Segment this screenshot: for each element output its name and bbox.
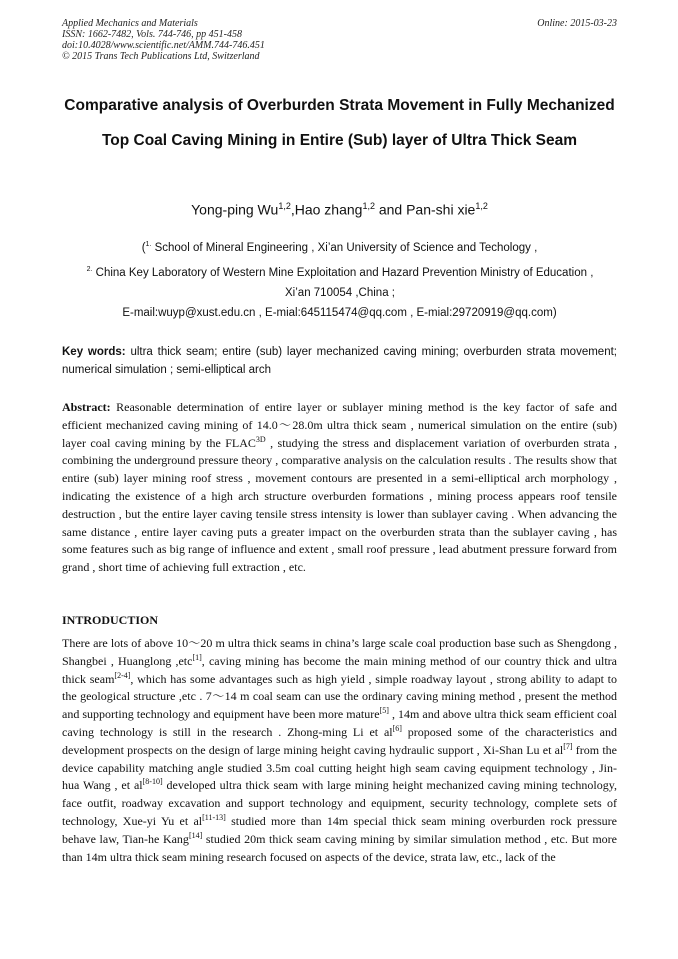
keywords-text: ultra thick seam; entire (sub) layer mechanized caving mining; overburden strata movement; numerical simulation ; semi-elliptical arch: [62, 346, 617, 376]
citation: [5]: [379, 706, 389, 716]
introduction-paragraph: [62, 635, 617, 866]
intro-text: studied 20m thick seam caving mining by similar simulation method , etc. But more than 14m ultra thick seam mining research focused on aspects of the device, strata law, etc., lack of the: [62, 831, 617, 864]
author-2-affil: 1,2: [362, 201, 375, 211]
journal-name: Applied Mechanics and Materials: [62, 18, 198, 29]
author-2: ,Hao zhang: [290, 201, 363, 218]
journal-header: [62, 18, 617, 62]
keywords: [62, 343, 617, 379]
citation: [11-13]: [202, 812, 226, 822]
citation: [1]: [192, 652, 202, 662]
affiliation-1-marker: 1.: [145, 241, 152, 248]
intro-text: developed ultra thick seam with large mining height mechanized caving mining technology, face outfit, roadway excavation and support technology and equipment, security technology, complete sets of technology, Xue-yi Yu et al: [62, 778, 617, 828]
issn-line: ISSN: 1662-7482, Vols. 744-746, pp 451-458: [62, 29, 242, 40]
author-3: and Pan-shi xie: [374, 201, 476, 218]
author-3-affil: 1,2: [475, 201, 488, 211]
intro-text: proposed some of the characteristics and development prospects on the design of large mining height caving hydraulic support , Xi-Shan Lu et al: [62, 724, 617, 757]
citation: [8-10]: [142, 777, 163, 787]
keywords-label: Key words:: [62, 346, 126, 358]
intro-text: , caving mining has become the main mining method of our country thick and ultra thick seam: [62, 653, 617, 686]
paper-title: Comparative analysis of Overburden Strata Movement in Fully Mechanized Top Coal Caving Mining in Entire (Sub) layer of Ultra Thick Seam: [64, 97, 615, 149]
citation: [2-4]: [114, 670, 131, 680]
affiliation-1-text: School of Mineral Engineering , Xi’an University of Science and Techology ,: [151, 241, 538, 254]
abstract-text-1: Reasonable determination of entire layer or sublayer mining method is the key factor of safe and efficient mechanized caving mining of 14.0～28.0m ultra thick seam , numerical simulation on the entire (sub) layer coal caving mining by the FLAC: [62, 400, 617, 450]
doi-line: doi:10.4028/www.scientific.net/AMM.744-746.451: [62, 40, 265, 51]
section-heading-introduction: INTRODUCTION: [62, 613, 159, 627]
online-date: Online: 2015-03-23: [537, 18, 617, 29]
affiliation-1: [62, 235, 617, 258]
abstract-text-2: , studying the stress and displacement variation of overburden strata , combining the underground pressure theory , comparative analysis on the calculation results . The results show that entire (sub) layer mining roof stress , movement contours are presented in a semi-elliptical arch morphology , indicating the existence of a high arch structure overburden formations , mining process appears roof tensile destruction , but the entire layer caving tensile stress intensity is lower than sublayer caving . When advancing the same distance , entire layer caving puts a greater impact on the overburden strata than the sublayer caving , has some features such as big range of influence and extent , small roof pressure , lead abutment pressure forward from grand , short time of achieving full extraction , etc.: [62, 435, 618, 575]
citation: [6]: [392, 723, 402, 733]
intro-text: , 14m and above ultra thick seam efficient coal caving technology is still in the research . Zhong-ming Li et al: [62, 707, 617, 739]
intro-text: , which has some advantages such as high yield , simple roadway layout , strong ability to adapt to the geological structure ,etc . 7～14 m coal seam can use the ordinary caving mining method , present the method and supporting technology and equipment have been more mature: [62, 671, 618, 722]
citation: [7]: [563, 741, 573, 751]
abstract-label: Abstract:: [62, 400, 111, 414]
abstract-sup: 3D: [255, 434, 266, 444]
affiliation-2-marker: 2.: [86, 266, 93, 273]
author-list: [62, 201, 617, 218]
affiliation-2-text: China Key Laboratory of Western Mine Exploitation and Hazard Prevention Ministry of Education , Xi’an 710054 ,China ;: [92, 266, 594, 299]
intro-text: studied more than 14m special thick seam mining overburden rock pressure behave law, Tian-he Kang: [62, 813, 617, 846]
abstract: [62, 399, 617, 577]
affiliation-open-paren: (: [141, 241, 146, 254]
copyright-line: © 2015 Trans Tech Publications Ltd, Switzerland: [62, 51, 260, 62]
email-line: E-mail:wuyp@xust.edu.cn , E-mial:645115474@qq.com , E-mial:29720919@qq.com): [122, 307, 557, 319]
intro-text: from the device capability matching angle studied 3.5m coal cutting height high seam caving equipment technology , Jin-hua Wang , et al: [62, 742, 617, 793]
citation: [14]: [188, 830, 203, 840]
author-1: Yong-ping Wu: [191, 201, 279, 218]
intro-text: There are lots of above 10～20 m ultra thick seams in china’s large scale coal production base such as Shengdong , Shangbei , Huanglong ,etc: [62, 636, 617, 668]
affiliation-2: [80, 260, 600, 303]
author-1-affil: 1,2: [278, 201, 291, 211]
